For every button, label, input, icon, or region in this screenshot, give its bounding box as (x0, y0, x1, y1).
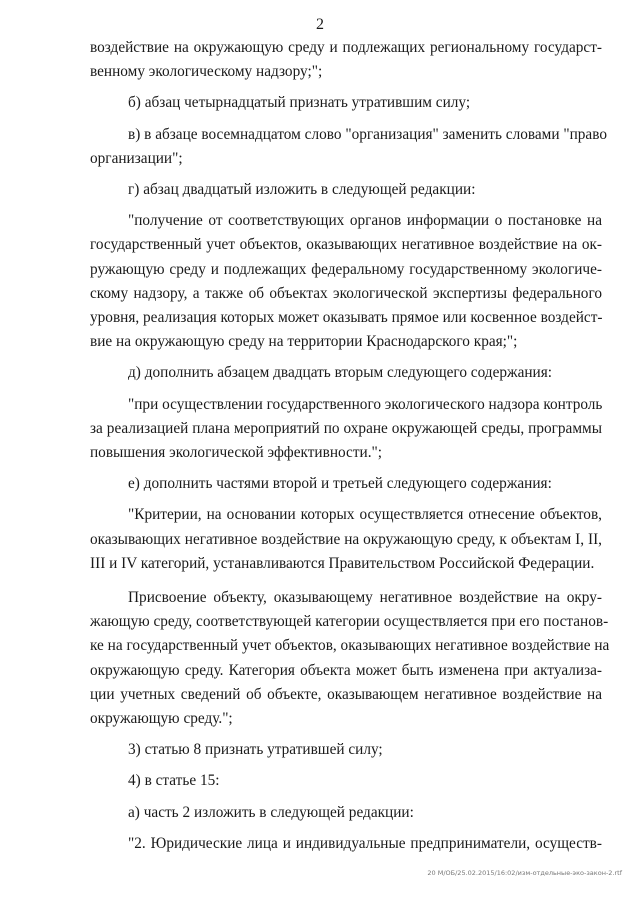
text-line: Присвоение объекту, оказывающему негативное воздействие на окру- (128, 589, 602, 607)
text-line: государственный учет объектов, оказывающих негативное воздействие на ок- (90, 236, 602, 254)
text-line: ружающую среду и подлежащих федеральному государственному экологиче- (90, 260, 602, 278)
text-line: а) часть 2 изложить в следующей редакции: (128, 803, 414, 821)
text-line: оказывающих негативное воздействие на окружающую среду, к объектам I, II, (90, 530, 602, 548)
text-line: III и IV категорий, устанавливаются Правительством Российской Федерации. (90, 554, 595, 572)
text-line: 3) статью 8 признать утратившей силу; (128, 741, 383, 759)
text-line: 4) в статье 15: (128, 772, 220, 790)
text-line: повышения экологической эффективности."; (90, 444, 383, 462)
text-line: д) дополнить абзацем двадцать вторым следующего содержания: (128, 364, 553, 382)
text-line: г) абзац двадцатый изложить в следующей редакции: (128, 181, 476, 199)
page-number: 2 (316, 16, 324, 33)
text-line: воздействие на окружающую среду и подлежащих региональному государст- (90, 39, 602, 56)
text-line: "получение от соответствующих органов информации о постановке на (128, 212, 602, 230)
text-line: организации"; (90, 149, 183, 167)
document-body (90, 36, 610, 856)
text-line: "2. Юридические лица и индивидуальные предприниматели, осуществ- (128, 834, 602, 852)
text-line: ции учетных сведений об объекте, оказывающем негативное воздействие на (90, 685, 602, 703)
text-line: скому надзору, а также об объектах экологической экспертизы федерального (90, 284, 602, 302)
text-line: за реализацией плана мероприятий по охране окружающей среды, программы (90, 419, 602, 437)
footer-file-stamp: 20 М/ОБ/25.02.2015/16:02/изм-отдельные-эко-закон-2.rtf (427, 869, 622, 877)
text-line: вие на окружающую среду на территории Краснодарского края;"; (90, 333, 518, 351)
text-line: окружающую среду. Категория объекта может быть изменена при актуализа- (90, 661, 602, 679)
text-line: венному экологическому надзору;"; (90, 63, 323, 81)
text-line: "Критерии, на основании которых осуществляется отнесение объектов, (128, 506, 602, 524)
text-line: в) в абзаце восемнадцатом слово "организация" заменить словами "право (128, 125, 607, 143)
text-line: окружающую среду."; (90, 710, 233, 728)
text-line: жающую среду, соответствующей категории осуществляется при его постанов- (90, 613, 609, 631)
text-line: уровня, реализация которых может оказывать прямое или косвенное воздейст- (90, 309, 603, 327)
text-line: е) дополнить частями второй и третьей следующего содержания: (128, 475, 552, 493)
text-line: "при осуществлении государственного экологического надзора контроль (128, 395, 603, 413)
text-line: ке на государственный учет объектов, оказывающих негативное воздействие на (90, 637, 610, 655)
text-line: б) абзац четырнадцатый признать утратившим силу; (128, 94, 471, 112)
